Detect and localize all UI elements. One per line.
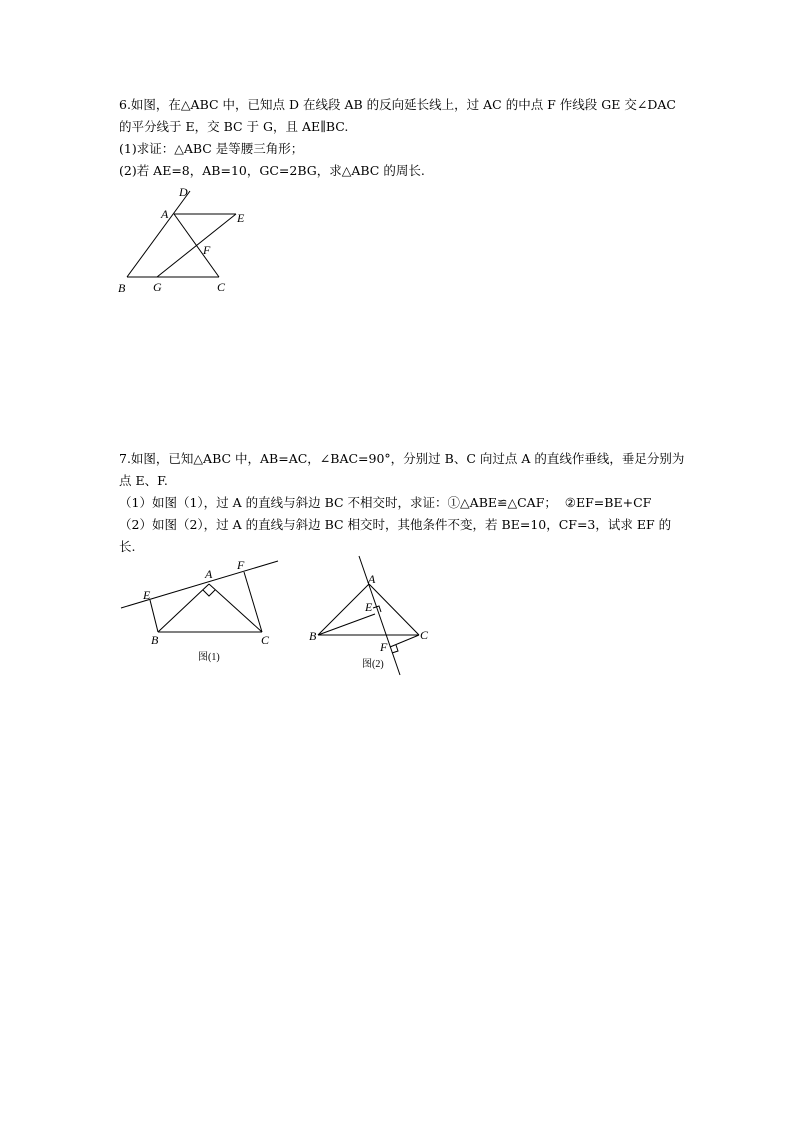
- line-AC: [369, 584, 419, 635]
- label-B: B: [309, 629, 317, 643]
- line-CF: [244, 572, 262, 632]
- problem-7-line-4: （2）如图（2），过 A 的直线与斜边 BC 相交时，其他条件不变，若 BE=10，CF=3，试求 EF 的: [119, 517, 672, 532]
- label-C: C: [420, 628, 429, 642]
- line-CF: [390, 635, 419, 647]
- problem-6-line-4: (2)若 AE=8，AB=10，GC=2BG，求△ABC 的周长.: [119, 163, 425, 178]
- line-GE: [157, 214, 236, 277]
- problem-6-figure-svg: [112, 182, 272, 300]
- figure-2-caption: 图(2): [362, 659, 384, 670]
- label-F: F: [203, 243, 211, 257]
- problem-6-line-1: 6.如图，在△ABC 中，已知点 D 在线段 AB 的反向延长线上，过 AC 的中点 F 作线段 GE 交∠DAC: [119, 97, 676, 112]
- line-through-A: [359, 556, 400, 675]
- label-C: C: [217, 280, 226, 294]
- problem-6-line-2: 的平分线于 E，交 BC 于 G，且 AE∥BC.: [119, 119, 349, 134]
- label-G: G: [153, 280, 162, 294]
- line-BD: [127, 191, 190, 277]
- label-F: F: [380, 640, 388, 654]
- problem-7-figure-2: [306, 553, 431, 682]
- line-BE: [318, 614, 375, 635]
- label-B: B: [151, 633, 159, 647]
- line-AC: [209, 584, 262, 632]
- label-D: D: [179, 185, 188, 199]
- figure-1-caption: 图(1): [198, 652, 220, 663]
- label-A: A: [205, 567, 213, 581]
- line-AB: [318, 584, 369, 635]
- problem-6-figure: [112, 182, 272, 304]
- problem-7-line-5: 长.: [119, 539, 136, 554]
- problem-7-line-2: 点 E、F.: [119, 473, 168, 488]
- line-BE: [150, 600, 158, 632]
- problem-7-figure-1-svg: [118, 556, 283, 668]
- problem-7-figure-1: [118, 556, 283, 672]
- line-AB: [158, 584, 209, 632]
- label-B: B: [118, 281, 126, 295]
- label-A: A: [368, 572, 376, 586]
- label-E: E: [237, 211, 245, 225]
- label-C: C: [261, 633, 270, 647]
- label-A: A: [161, 207, 169, 221]
- problem-6: [119, 94, 709, 182]
- problem-7-line-1: 7.如图，已知△ABC 中，AB=AC，∠BAC=90°，分别过 B、C 向过点 A 的直线作垂线，垂足分别为: [119, 451, 685, 466]
- problem-6-line-3: (1)求证：△ABC 是等腰三角形；: [119, 141, 304, 156]
- right-angle-mark-A: [203, 590, 215, 596]
- problem-7-line-3: （1）如图（1），过 A 的直线与斜边 BC 不相交时，求证：①△ABE≌△CAF； ②EF=BE+CF: [119, 495, 652, 510]
- problem-7: [119, 448, 709, 558]
- label-E: E: [143, 588, 151, 602]
- label-E: E: [365, 600, 373, 614]
- label-F: F: [237, 558, 245, 572]
- problem-7-figure-2-svg: [306, 553, 431, 678]
